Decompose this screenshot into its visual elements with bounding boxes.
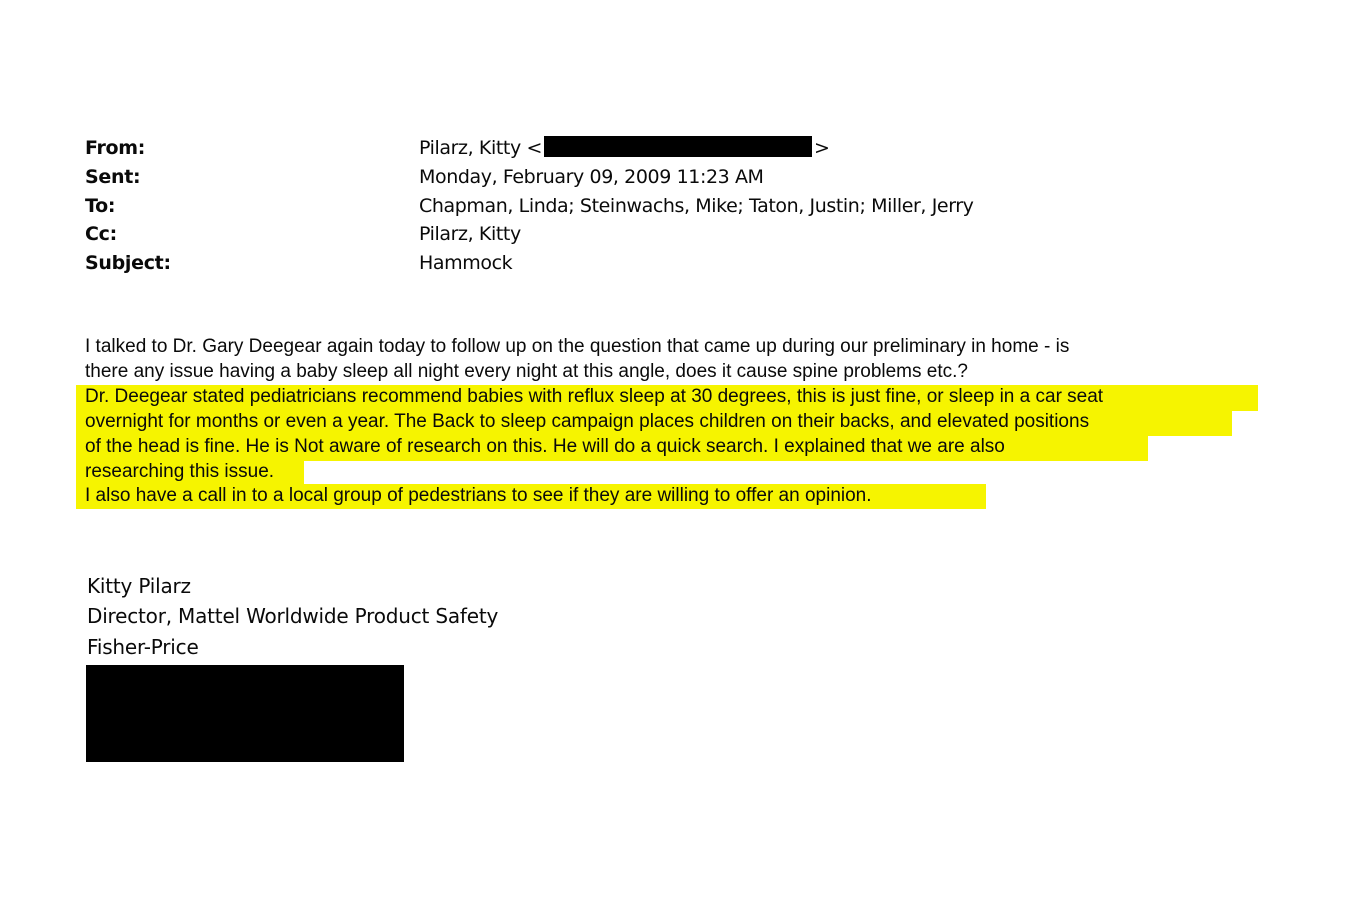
body-line-2: there any issue having a baby sleep all night every night at this angle, does it cause spine problems etc.?: [85, 361, 968, 382]
body-line-4: overnight for months or even a year. The Back to sleep campaign places children on their backs, and elevated positions: [85, 411, 1090, 432]
redacted-email-block: [544, 136, 812, 157]
from-close-bracket: >: [813, 137, 830, 159]
sent-value: Monday, February 09, 2009 11:23 AM: [419, 166, 764, 188]
subject-value: Hammock: [419, 252, 513, 274]
to-value: Chapman, Linda; Steinwachs, Mike; Taton, Justin; Miller, Jerry: [419, 195, 974, 217]
subject-row: [85, 249, 1085, 277]
cc-label: Cc:: [85, 223, 117, 245]
to-row: [85, 192, 1085, 220]
to-label: To:: [85, 195, 116, 217]
from-row: [85, 134, 1085, 162]
from-name: Pilarz, Kitty: [419, 137, 521, 159]
cc-row: [85, 220, 1085, 248]
from-value: [419, 134, 830, 162]
body-line-6: researching this issue.: [85, 461, 275, 482]
subject-label: Subject:: [85, 252, 171, 274]
cc-value: Pilarz, Kitty: [419, 223, 521, 245]
from-open-bracket: <: [526, 137, 542, 159]
body-line-7: I also have a call in to a local group of pedestrians to see if they are willing to offer an opinion.: [85, 485, 872, 506]
body-line-5: of the head is fine. He is Not aware of research on this. He will do a quick search. I explained that we are also: [85, 436, 1005, 457]
sent-row: [85, 163, 1085, 191]
signature-company: Fisher-Price: [87, 635, 199, 659]
signature-title: Director, Mattel Worldwide Product Safety: [87, 604, 499, 628]
from-label: From:: [85, 137, 146, 159]
signature-name: Kitty Pilarz: [87, 574, 191, 598]
body-line-1: I talked to Dr. Gary Deegear again today to follow up on the question that came up during our preliminary in home - is: [85, 336, 1070, 357]
body-line-3: Dr. Deegear stated pediatricians recommend babies with reflux sleep at 30 degrees, this is just fine, or sleep in a car seat: [85, 386, 1104, 407]
sent-label: Sent:: [85, 166, 141, 188]
redacted-contact-block: [86, 665, 404, 762]
